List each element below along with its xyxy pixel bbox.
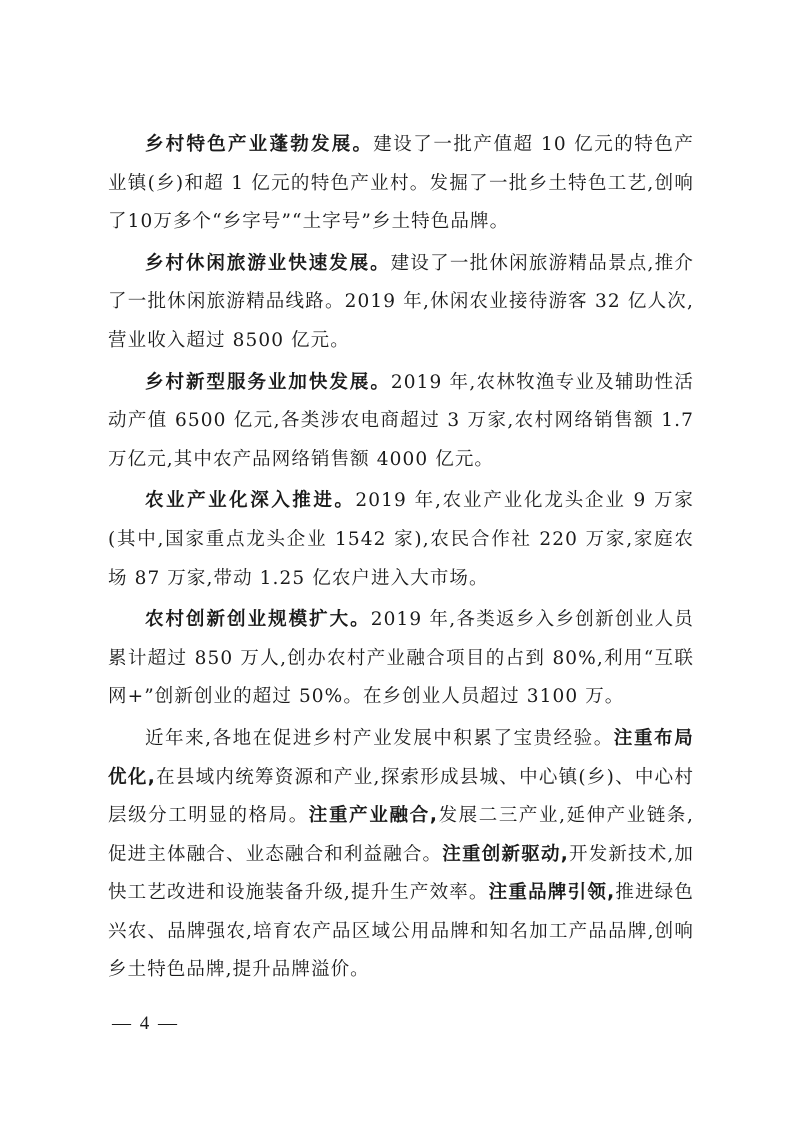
paragraph-text: 2019 年,各类返乡入乡创新创业人员累计超过 850 万人,创办农村产业融合项目的占到 80%,利用“互联网+”创新创业的超过 50%。在乡创业人员超过 3100 万。 [108, 609, 694, 708]
paragraph-experience-summary [108, 720, 694, 990]
summary-intro: 近年来,各地在促进乡村产业发展中积累了宝贵经验。 [145, 727, 614, 749]
summary-text: 发展二三产业,延伸产业链条,促进主体融合、业态融合和利益融合。 [108, 805, 694, 865]
paragraph-heading: 乡村特色产业蓬勃发展。 [145, 134, 374, 155]
paragraph-heading: 乡村新型服务业加快发展。 [145, 371, 391, 393]
paragraph-text: 2019 年,农林牧渔专业及辅助性活动产值 6500 亿元,各类涉农电商超过 3 万家,农村网络销售额 1.7 万亿元,其中农产品网络销售额 4000 亿元。 [108, 371, 694, 470]
summary-text: 开发新技术,加快工艺改进和设施装备升级,提升生产效率。 [108, 843, 694, 904]
paragraph-text: 建设了一批产值超 10 亿元的特色产业镇(乡)和超 1 亿元的特色产业村。发掘了一批乡土特色工艺,创响了10万多个“乡字号”“土字号”乡土特色品牌。 [108, 134, 694, 233]
paragraph-heading: 农村创新创业规模扩大。 [145, 609, 371, 631]
paragraph-rural-new-services [108, 364, 694, 480]
paragraph-heading: 乡村休闲旅游业快速发展。 [145, 252, 391, 274]
paragraph-text: 2019 年,农业产业化龙头企业 9 万家(其中,国家重点龙头企业 1542 家),农民合作社 220 万家,家庭农场 87 万家,带动 1.25 亿农户进入大市场。 [108, 490, 694, 589]
emphasis-brand-leading: 注重品牌引领, [488, 882, 616, 904]
paragraph-agricultural-industrialization [108, 482, 694, 598]
body-text [108, 126, 694, 990]
paragraph-heading: 农业产业化深入推进。 [145, 490, 356, 512]
paragraph-rural-leisure-tourism [108, 245, 694, 361]
summary-text: 推进绿色兴农、品牌强农,培育农产品区域公用品牌和知名加工产品品牌,创响乡土特色品牌,提升品牌溢价。 [108, 882, 694, 981]
page-number: — 4 — [112, 1013, 179, 1034]
emphasis-industry-integration: 注重产业融合, [308, 805, 439, 827]
paragraph-text: 建设了一批休闲旅游精品景点,推介了一批休闲旅游精品线路。2019 年,休闲农业接待游客 32 亿人次,营业收入超过 8500 亿元。 [108, 252, 694, 351]
paragraph-rural-specialty-industry [108, 126, 694, 242]
summary-text: 在县域内统筹资源和产业,探索形成县城、中心镇(乡)、中心村层级分工明显的格局。 [108, 766, 694, 827]
paragraph-rural-entrepreneurship [108, 601, 694, 717]
emphasis-layout-optimization: 注重布局优化, [108, 727, 694, 788]
emphasis-innovation-driven: 注重创新驱动, [442, 843, 569, 865]
